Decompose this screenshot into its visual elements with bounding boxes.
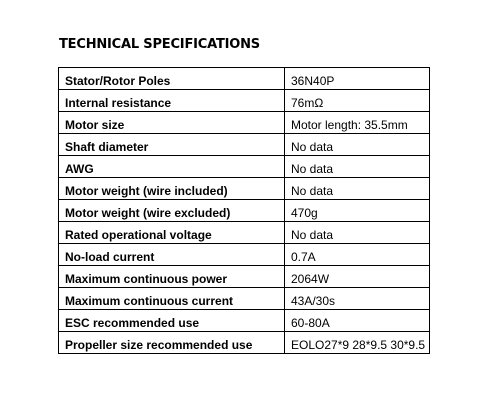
spec-label-cell: [59, 332, 285, 354]
spec-value-cell: [285, 134, 430, 156]
spec-value: 60-80A: [291, 316, 330, 330]
table-row: [59, 68, 430, 90]
spec-value-cell: [285, 332, 430, 354]
spec-value: No data: [291, 162, 334, 176]
spec-label: Shaft diameter: [65, 140, 149, 154]
spec-label: ESC recommended use: [65, 316, 200, 330]
spec-label-cell: [59, 68, 285, 90]
table-row: [59, 156, 430, 178]
spec-label: Motor weight (wire included): [65, 184, 228, 198]
spec-label: Motor weight (wire excluded): [65, 206, 231, 220]
spec-value: 0.7A: [291, 250, 316, 264]
spec-value-cell: [285, 178, 430, 200]
spec-label-cell: [59, 310, 285, 332]
spec-value: 2064W: [291, 272, 330, 286]
spec-value-cell: [285, 156, 430, 178]
spec-value-cell: [285, 68, 430, 90]
spec-value-cell: [285, 244, 430, 266]
spec-value-cell: [285, 112, 430, 134]
spec-value-cell: [285, 222, 430, 244]
spec-label: Stator/Rotor Poles: [65, 74, 171, 88]
spec-value-cell: [285, 90, 430, 112]
spec-value: 76mΩ: [291, 96, 324, 110]
spec-value: EOLO27*9 28*9.5 30*9.5: [291, 338, 426, 352]
table-row: [59, 244, 430, 266]
table-row: [59, 134, 430, 156]
spec-label: AWG: [65, 162, 94, 176]
spec-value: 36N40P: [291, 74, 335, 88]
spec-value-cell: [285, 288, 430, 310]
specifications-table: [58, 67, 430, 354]
table-row: [59, 200, 430, 222]
spec-label-cell: [59, 90, 285, 112]
spec-label-cell: [59, 266, 285, 288]
specifications-table-body: [59, 68, 430, 354]
spec-label-cell: [59, 200, 285, 222]
table-row: [59, 90, 430, 112]
table-row: [59, 266, 430, 288]
spec-label-cell: [59, 288, 285, 310]
spec-value-cell: [285, 266, 430, 288]
spec-label-cell: [59, 244, 285, 266]
spec-label: Maximum continuous current: [65, 294, 234, 308]
spec-label: Rated operational voltage: [65, 228, 212, 242]
spec-label-cell: [59, 178, 285, 200]
spec-value: Motor length: 35.5mm: [291, 118, 408, 132]
spec-label-cell: [59, 134, 285, 156]
spec-value-cell: [285, 310, 430, 332]
spec-value: No data: [291, 228, 334, 242]
spec-label-cell: [59, 222, 285, 244]
table-row: [59, 112, 430, 134]
table-row: [59, 310, 430, 332]
page-title: TECHNICAL SPECIFICATIONS: [59, 37, 260, 52]
table-row: [59, 332, 430, 354]
spec-label: Motor size: [65, 118, 125, 132]
spec-value: No data: [291, 140, 334, 154]
spec-label-cell: [59, 156, 285, 178]
spec-label: No-load current: [65, 250, 155, 264]
spec-label: Propeller size recommended use: [65, 338, 253, 352]
spec-value: 43A/30s: [291, 294, 336, 308]
table-row: [59, 288, 430, 310]
spec-label-cell: [59, 112, 285, 134]
spec-value: No data: [291, 184, 334, 198]
spec-value-cell: [285, 200, 430, 222]
table-row: [59, 178, 430, 200]
spec-value: 470g: [291, 206, 318, 220]
spec-label: Maximum continuous power: [65, 272, 228, 286]
spec-label: Internal resistance: [65, 96, 172, 110]
table-row: [59, 222, 430, 244]
